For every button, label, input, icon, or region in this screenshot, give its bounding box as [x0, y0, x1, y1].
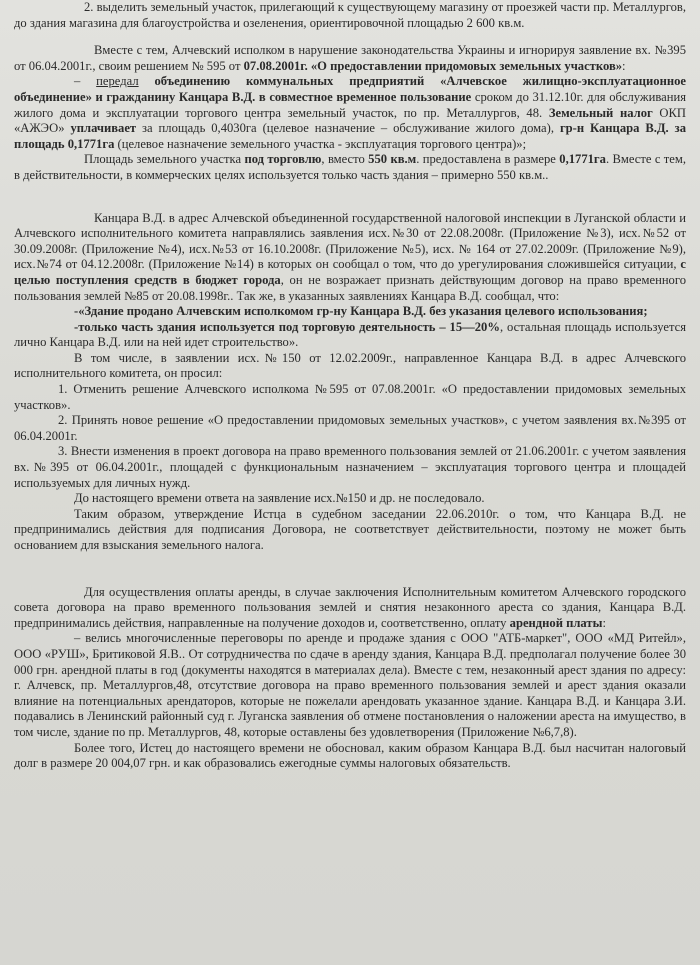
bold-span: под торговлю: [244, 152, 322, 167]
decision-title: 07.08.2001г. «О предоставлении придомовых земельных участков»: [243, 58, 623, 73]
bold-span: 550 кв.м: [368, 152, 417, 167]
text-span: :: [622, 58, 626, 73]
paragraph-negotiations: – велись многочисленные переговоры по аренде и продаже здания с ООО "АТБ-маркет", ООО «МД Ритейл», ООО «РУШ», Бритиковой Я.В.. От сотрудничества по сдаче в аренду здания, Канцара В.Д. предполагал получение более 30 000 грн. арендной платы в год (документы находятся в материалах дела). Вместе с тем, незаконный арест здания по адресу: г. Алчевск, пр. Металлургов,48, отсутствие договора на право временного пользования землей и арест здания оказали влияние на потенциальных арендаторов, которые не пожелали арендовать указанное здание. Канцара В.Д. и Канцара З.И. подавались в Ленинский районный суд г. Луганска заявления об отмене постановления о наложении ареста на имущество, в том числе, здание по пр. Металлургов, 48, которые оставлены без удовлетворения (Приложение №6,7,8).: [14, 631, 686, 739]
list-item-3: 3. Внести изменения в проект договора на право временного пользования землей от 21.06.2001г. с учетом заявления вх.№395 от 06.04.2001г., площадей с функциональным назначением – эксплуатация торгового центра и площадей используемых для личных нужд.: [14, 444, 686, 490]
text-span: Площадь земельного участка: [84, 152, 245, 167]
paragraph-kantsara-statements: [14, 211, 686, 305]
paragraph-tax-debt: Более того, Истец до настоящего времени не обосновал, каким образом Канцара В.Д. был насчитан налоговый долг в размере 20 004,07 грн. и как образовались ежегодные суммы налоговых обязательств.: [14, 740, 686, 771]
underlined-word: передал: [96, 74, 139, 89]
bold-span: -только часть здания используется под торговую деятельность – 15—20%: [74, 319, 500, 334]
text-span: ОКП «АЖЭО»: [14, 105, 687, 136]
paragraph-request-150: В том числе, в заявлении исх.№150 от 12.02.2009г., направленное Канцара В.Д. в адрес Алчевского исполнительного комитета, он просил:: [14, 350, 686, 381]
text-span: Канцара В.Д. в адрес Алчевской объединенной государственной налоговой инспекции в Луганской области и Алчевского исполнительного комитета направлялись заявления исх.№30 от 22.08.2008г. (Приложение №3), исх.№52 от 30.09.2008г. (Приложение №4), исх.№53 от 16.10.2008г. (Приложение №5), исх. № 164 от 27.02.2009г. (Приложение №9), исх.№74 от 04.12.2008г. (Приложение №14) в которых он сообщал о том, что до урегулирования сложившейся ситуации,: [14, 210, 686, 272]
list-item-1: 1. Отменить решение Алчевского исполкома №595 от 07.08.2001г. «О предоставлении придомовых земельных участков».: [14, 382, 686, 412]
text-span: , вместо: [321, 152, 369, 167]
text-span: Для осуществления оплаты аренды, в случае заключения Исполнительным комитетом Алчевского городского совета договора на право временного пользования землей и снятия незаконного ареста со здания, Канцара В.Д. предпринимались действия, направленные на получение доходов и, соответственно, оплату: [14, 584, 686, 630]
bold-span: 0,1771га: [559, 152, 606, 167]
text-span: Вместе с тем, Алчевский исполком в нарушение законодательства Украины и игнорируя заявление вх. №395 от 06.04.2001г., своим решением № 595 от: [14, 43, 686, 73]
quote-trade-share: [14, 320, 686, 351]
paragraph-no-answer: До настоящего времени ответа на заявление исх.№150 и др. не последовало.: [74, 491, 485, 506]
paragraph-area: [14, 152, 686, 183]
paragraph-rent-payment: [14, 585, 686, 632]
text-span: , он не возражает признать действующим договор на право временного пользования землей №85 от 20.08.1998г.. Так же, в указанных заявлениях Канцара В.Д. сообщал, что:: [14, 272, 686, 303]
bold-span: -«Здание продано Алчевским исполкомом гр-ну Канцара В.Д. без указания целевого использования;: [74, 304, 648, 319]
text-span: , остальная площадь используется лично Канцара В.Д. или на ней идет строительство».: [14, 319, 686, 350]
spacer: [14, 184, 686, 211]
bold-span: уплачивает: [70, 121, 137, 136]
bold-span: объединению коммунальных предприятий «Алчевское жилищно-эксплуатационное объединение» и гражданину Канцара В.Д. в совместное временное пользование: [14, 74, 686, 104]
paragraph-conclusion: Таким образом, утверждение Истца в судебном заседании 22.06.2010г. о том, что Канцара В.Д. не предпринимались действия для подписания Договора, не соответствует действительности, поэтому не может быть основанием для взыскания земельного налога.: [14, 506, 686, 552]
paragraph-land-plot-item: 2. выделить земельный участок, прилегающий к существующему магазину от проезжей части пр. Металлургов, до здания магазина для благоустройства и озеленения, ориентировочной площадью 2 600 кв.м.: [14, 0, 686, 30]
bold-span: гр-н Канцара В.Д. за площадь 0,1771га: [14, 121, 687, 151]
paragraph-transferred: [14, 74, 686, 152]
bold-span: Земельный налог: [548, 105, 653, 120]
list-item-2: 2. Принять новое решение «О предоставлении придомовых земельных участков», с учетом заявления вх.№395 от 06.04.2001г.: [14, 413, 686, 443]
paragraph-ispolkom-decision: [14, 43, 686, 74]
text-span: . Вместе с тем, в действительности, в коммерческих целях используется только часть здания – примерно 550 кв.м..: [14, 152, 687, 182]
bold-span: арендной платы: [509, 615, 603, 630]
text-span: за площадь 0,4030га (целевое назначение – обслуживание жилого дома),: [136, 121, 560, 136]
dash-marker: –: [74, 74, 97, 89]
bold-span: с целью поступления средств в бюджет города: [14, 257, 686, 287]
spacer: [14, 554, 686, 585]
text-span: :: [602, 615, 606, 630]
text-span: сроком до 31.12.10г. для обслуживания жилого дома и эксплуатации торгового центра земельный участок, по пр. Металлургов, 48.: [14, 89, 686, 120]
text-span: . предоставлена в размере: [416, 152, 560, 167]
text-span: (целевое назначение земельного участка - эксплуатация торгового центра)»;: [114, 136, 527, 151]
quote-building-sold: [14, 304, 686, 320]
